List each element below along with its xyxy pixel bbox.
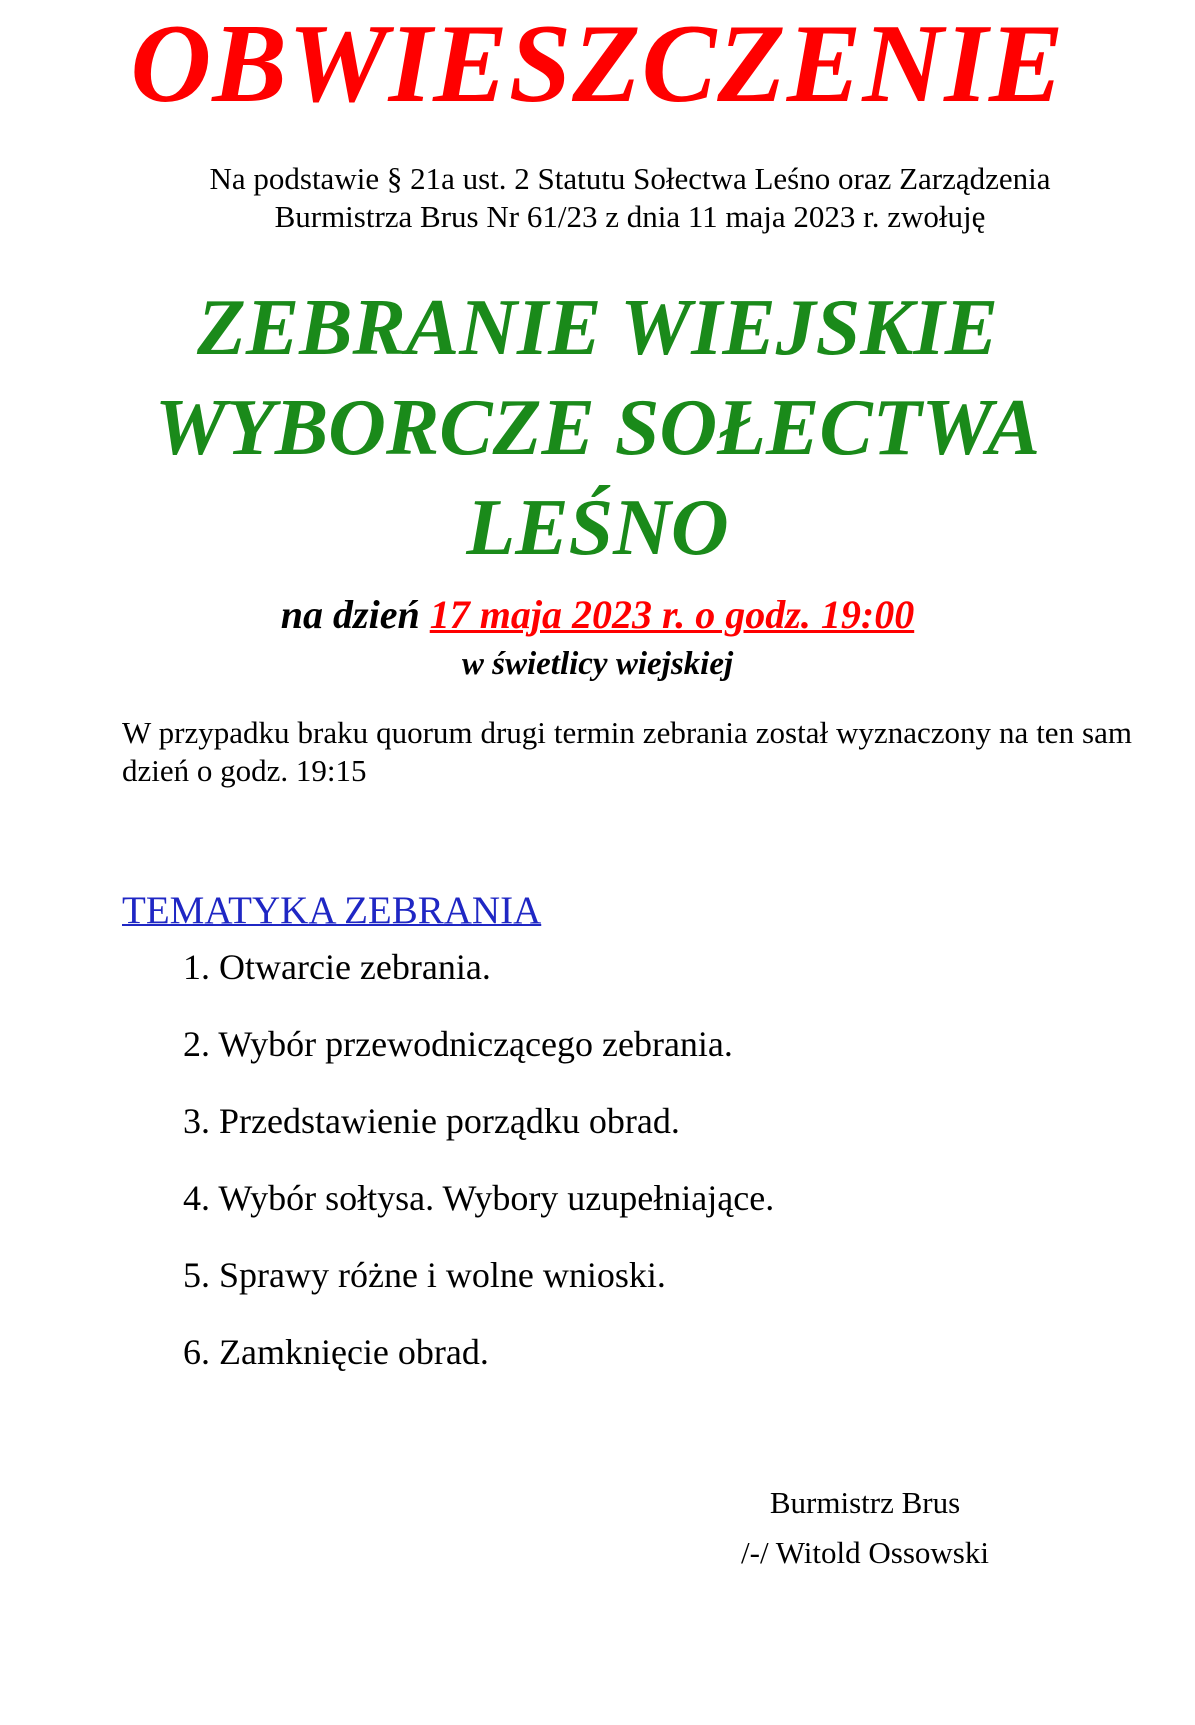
agenda-item: 4. Wybór sołtysa. Wybory uzupełniające.: [183, 1178, 775, 1218]
quorum-note: W przypadku braku quorum drugi termin zebrania został wyznaczony na ten sam dzień o godz. 19:15: [122, 715, 1132, 788]
meeting-date: 17 maja 2023 r. o godz. 19:00: [429, 592, 915, 637]
signature-title: Burmistrz Brus: [769, 1485, 961, 1520]
meeting-heading: [0, 278, 1195, 578]
meeting-date-line: [0, 592, 1195, 638]
heading-line: LEŚNO: [466, 484, 729, 572]
signature-block: [700, 1478, 1030, 1578]
topics-heading: TEMATYKA ZEBRANIA: [122, 889, 542, 932]
agenda-item: 1. Otwarcie zebrania.: [183, 947, 491, 987]
meeting-place: w świetlicy wiejskiej: [461, 646, 734, 682]
date-prefix: na dzień: [280, 592, 420, 637]
signature-name: /-/ Witold Ossowski: [741, 1535, 989, 1570]
agenda-item: 5. Sprawy różne i wolne wnioski.: [183, 1255, 666, 1295]
intro-line: Na podstawie § 21a ust. 2 Statutu Sołectwa Leśno oraz Zarządzenia: [209, 161, 1051, 196]
agenda-item: 3. Przedstawienie porządku obrad.: [183, 1101, 680, 1141]
heading-line: ZEBRANIE WIEJSKIE: [196, 284, 999, 372]
heading-line: WYBORCZE SOŁECTWA: [154, 384, 1041, 472]
legal-basis-intro: [100, 160, 1160, 236]
agenda-list: [183, 945, 774, 1407]
notice-title: OBWIESZCZENIE: [130, 2, 1065, 126]
agenda-item: 6. Zamknięcie obrad.: [183, 1332, 489, 1372]
agenda-item: 2. Wybór przewodniczącego zebrania.: [183, 1024, 733, 1064]
intro-line: Burmistrza Brus Nr 61/23 z dnia 11 maja 2023 r. zwołuję: [274, 199, 986, 234]
